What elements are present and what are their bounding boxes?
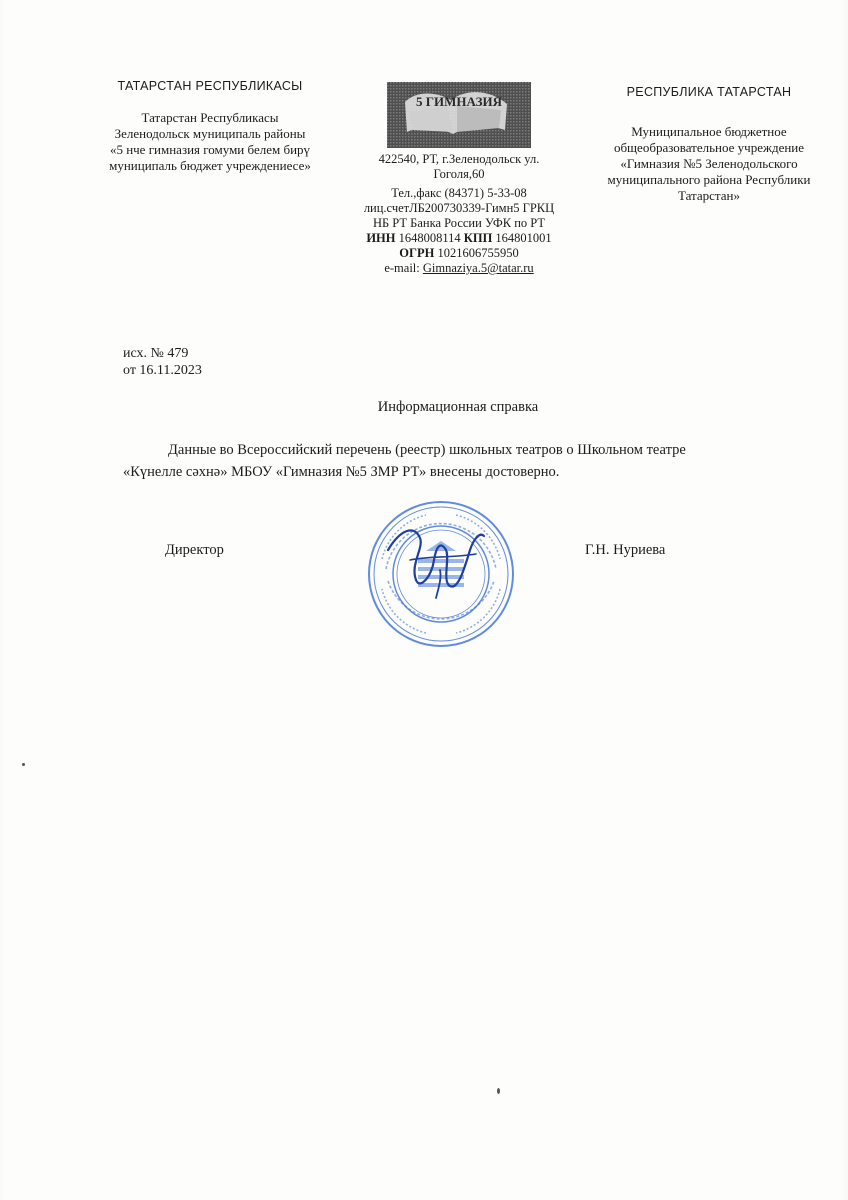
body-line: Данные во Всероссийский перечень (реестр) школьных театров о Школьном театре [168, 442, 686, 458]
header-right-line: Татарстан» [678, 188, 740, 203]
header-left-line: Зеленодольск муниципаль районы [114, 126, 306, 141]
inn-label: ИНН [366, 231, 396, 245]
bank-account: лиц.счетЛБ200730339-Гимн5 ГРКЦ [363, 201, 555, 215]
email-label: e-mail: [384, 261, 420, 275]
scan-speck [22, 763, 25, 766]
outgoing-number: исх. № 479 [123, 346, 189, 361]
header-right-title: РЕСПУБЛИКА ТАТАРСТАН [626, 85, 792, 99]
ogrn-label: ОГРН [399, 246, 435, 260]
director-name: Г.Н. Нуриева [585, 542, 666, 558]
header-left-line: Татарстан Республикасы [141, 110, 279, 125]
inn-value: 1648008114 [398, 231, 461, 245]
document-body [123, 439, 813, 483]
gymnasium-logo [387, 82, 531, 148]
ogrn-line [352, 246, 566, 261]
email-link[interactable]: Gimnaziya.5@tatar.ru [422, 261, 534, 275]
body-line: «Күнелле сәхнә» МБОУ «Гимназия №5 ЗМР РТ» внесены достоверно. [123, 464, 560, 480]
kpp-label: КПП [463, 231, 493, 245]
director-title: Директор [165, 542, 224, 558]
header-center-column [352, 82, 566, 276]
header-left-column [70, 78, 350, 174]
email-line [352, 261, 566, 276]
header-left-line: «5 нче гимназия гомуми белем бирү [109, 142, 311, 157]
outgoing-date: от 16.11.2023 [123, 363, 202, 378]
phone-fax: Тел.,факс (84371) 5-33-08 [391, 186, 527, 200]
kpp-value: 164801001 [495, 231, 552, 245]
header-right-line: общеобразовательное учреждение [613, 140, 805, 155]
inn-kpp-line [352, 231, 566, 246]
header-right-line: «Гимназия №5 Зеленодольского [620, 156, 798, 171]
header-right-line: Муниципальное бюджетное [631, 124, 787, 139]
scan-speck [497, 1088, 500, 1094]
address-line: 422540, РТ, г.Зеленодольск ул. [378, 152, 540, 166]
logo-text: 5 ГИМНАЗИЯ [416, 94, 502, 109]
header-left-title: ТАТАРСТАН РЕСПУБЛИКАСЫ [117, 79, 303, 93]
header-left-line: муниципаль бюджет учреждениесе» [109, 158, 311, 173]
header-right-column [584, 84, 834, 204]
document-title: Информационная справка [377, 399, 539, 415]
outgoing-reference [123, 345, 202, 379]
document-title-row [0, 399, 848, 416]
director-signature [380, 520, 490, 600]
ogrn-value: 1021606755950 [437, 246, 519, 260]
bank-name: НБ РТ Банка России УФК по РТ [372, 216, 546, 230]
header-right-line: муниципального района Республики [607, 172, 811, 187]
address-line: Гоголя,60 [433, 167, 485, 181]
